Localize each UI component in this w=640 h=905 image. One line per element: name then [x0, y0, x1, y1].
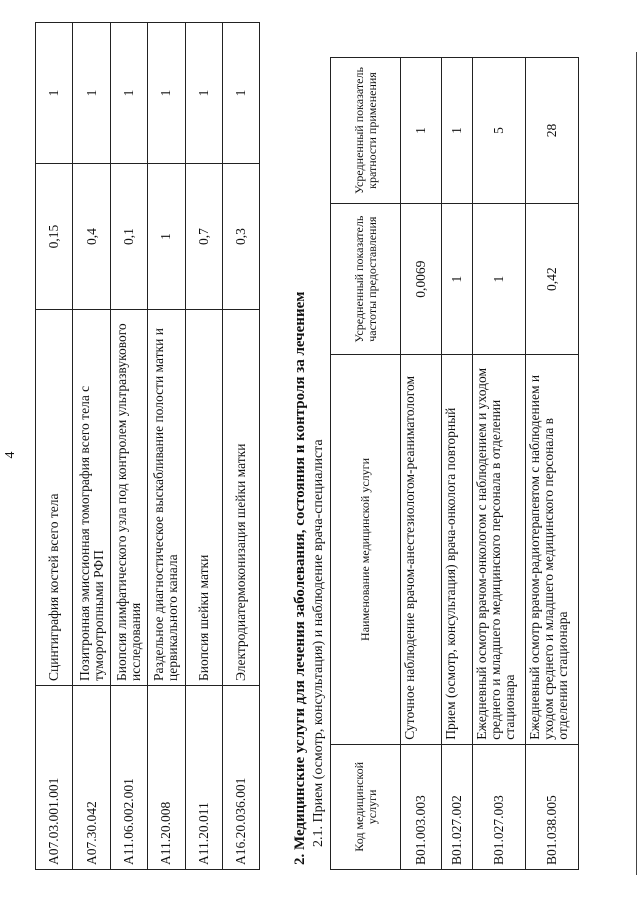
table-row: [36, 23, 73, 870]
service-name: Позитронная эмиссионная томография всего тела с туморотропными РФП: [73, 310, 110, 686]
frequency-value: 0,1: [110, 164, 147, 310]
multiplicity-value: 1: [222, 23, 259, 164]
services-table-continued: [35, 22, 260, 870]
multiplicity-value: 1: [401, 58, 442, 204]
service-name: Сцинтиграфия костей всего тела: [36, 310, 73, 686]
frequency-value: 0,42: [526, 204, 579, 355]
table-row: [401, 58, 442, 870]
service-code: A11.06.002.001: [110, 686, 147, 870]
frequency-value: 1: [148, 164, 185, 310]
service-code: A16.20.036.001: [222, 686, 259, 870]
service-code: A07.03.001.001: [36, 686, 73, 870]
table-header-row: [331, 58, 401, 870]
frequency-value: 1: [473, 204, 526, 355]
header-code: Код медицинской услуги: [331, 744, 401, 869]
service-name: Прием (осмотр, консультация) врача-онколога повторный: [442, 355, 473, 744]
table-row: [222, 23, 259, 870]
frequency-value: 1: [442, 204, 473, 355]
multiplicity-value: 28: [526, 58, 579, 204]
multiplicity-value: 1: [73, 23, 110, 164]
service-code: B01.038.005: [526, 744, 579, 869]
multiplicity-value: 1: [148, 23, 185, 164]
table-row: [110, 23, 147, 870]
table-row: [73, 23, 110, 870]
service-code: B01.027.002: [442, 744, 473, 869]
table-row: [185, 23, 222, 870]
frequency-value: 0,15: [36, 164, 73, 310]
header-multiplicity: Усредненный показатель кратности применения: [331, 58, 401, 204]
frequency-value: 0,3: [222, 164, 259, 310]
service-name: Биопсия шейки матки: [185, 310, 222, 686]
service-code: A07.30.042: [73, 686, 110, 870]
header-name: Наименование медицинской услуги: [331, 355, 401, 744]
table-row: [526, 58, 579, 870]
frequency-value: 0,0069: [401, 204, 442, 355]
service-name: Ежедневный осмотр врачом-радиотерапевтом с наблюдением и уходом среднего и младшего медицинского персонала в отделении стационара: [526, 355, 579, 744]
multiplicity-value: 5: [473, 58, 526, 204]
service-code: A11.20.011: [185, 686, 222, 870]
service-name: Ежедневный осмотр врачом-онкологом с наблюдением и уходом среднего и младшего медицинского персонала в отделении стационара: [473, 355, 526, 744]
service-code: A11.20.008: [148, 686, 185, 870]
page-number: 4: [3, 451, 18, 459]
subsection-heading: 2.1. Прием (осмотр, консультация) и наблюдение врача-специалиста: [311, 439, 326, 847]
specialist-services-table: [330, 57, 579, 870]
multiplicity-value: 1: [185, 23, 222, 164]
multiplicity-value: 1: [442, 58, 473, 204]
multiplicity-value: 1: [36, 23, 73, 164]
page-edge-line: [636, 52, 637, 875]
table-row: [473, 58, 526, 870]
frequency-value: 0,7: [185, 164, 222, 310]
service-code: B01.027.003: [473, 744, 526, 869]
service-name: Биопсия лимфатического узла под контролем ультразвукового исследования: [110, 310, 147, 686]
service-name: Суточное наблюдение врачом-анестезиологом-реаниматологом: [401, 355, 442, 744]
multiplicity-value: 1: [110, 23, 147, 164]
service-code: B01.003.003: [401, 744, 442, 869]
section-heading: 2. Медицинские услуги для лечения заболевания, состояния и контроля за лечением: [292, 291, 308, 865]
table-row: [442, 58, 473, 870]
header-frequency: Усредненный показатель частоты предоставления: [331, 204, 401, 355]
service-name: Электродиатермоконизация шейки матки: [222, 310, 259, 686]
table-row: [148, 23, 185, 870]
frequency-value: 0,4: [73, 164, 110, 310]
service-name: Раздельное диагностическое выскабливание полости матки и цервикального канала: [148, 310, 185, 686]
